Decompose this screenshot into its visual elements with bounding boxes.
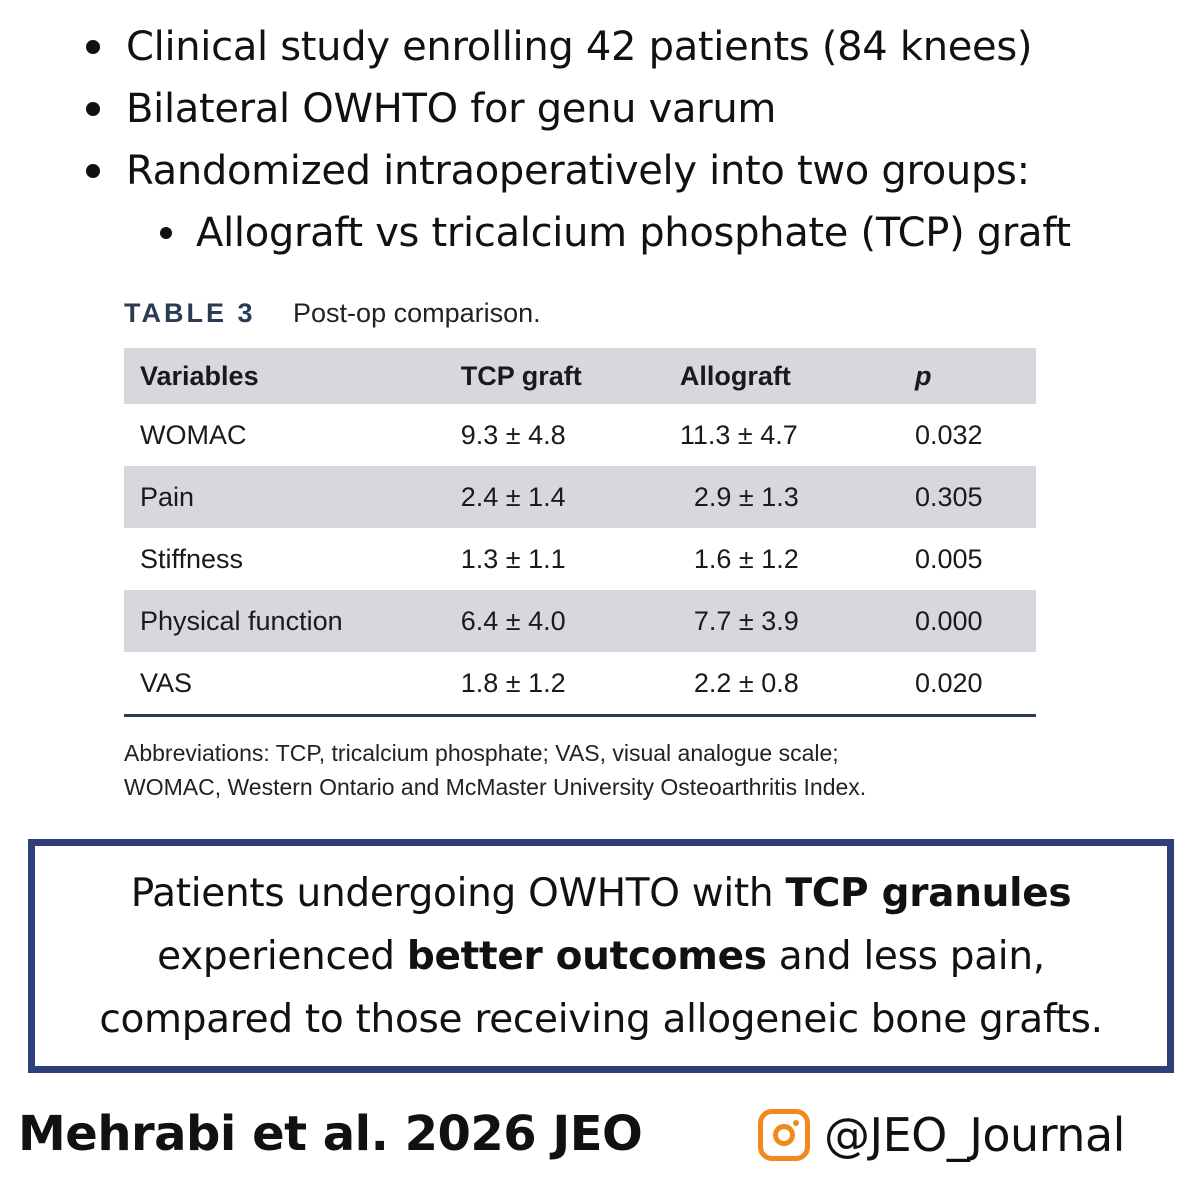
summary-text: compared to those receiving allogeneic bone grafts. (99, 996, 1103, 1042)
social-handle[interactable] (758, 1108, 1125, 1162)
sub-bullet-text: Allograft vs tricalcium phosphate (TCP) graft (196, 210, 1071, 256)
bullet-dot-icon (86, 102, 100, 116)
summary-line (157, 925, 1045, 988)
cell-p: 0.000 (914, 605, 983, 636)
cell-allograft: 7.7 ± 3.9 (693, 605, 799, 636)
cell-tcp: 9.3 ± 4.8 (460, 419, 566, 450)
table-header-row (124, 348, 1036, 404)
cell-p: 0.032 (914, 419, 983, 450)
summary-box (28, 839, 1174, 1073)
comparison-table (124, 348, 1036, 717)
bullet-text: Bilateral OWHTO for genu varum (126, 86, 777, 132)
abbreviations-line: Abbreviations: TCP, tricalcium phosphate; VAS, visual analogue scale; (124, 740, 839, 766)
bullet-text: Randomized intraoperatively into two groups: (126, 148, 1030, 194)
table-label: TABLE 3 (124, 298, 256, 328)
instagram-lens-icon (773, 1124, 795, 1146)
header-p: p (914, 360, 932, 391)
cell-p: 0.005 (914, 543, 983, 574)
summary-text: and less pain, (766, 933, 1045, 979)
bullet-text: Clinical study enrolling 42 patients (84 knees) (126, 24, 1033, 70)
bullet-dot-icon (86, 40, 100, 54)
table-row (124, 466, 1036, 528)
citation: Mehrabi et al. 2026 JEO (18, 1106, 643, 1162)
cell-allograft: 2.9 ± 1.3 (693, 481, 799, 512)
instagram-flash-icon (793, 1120, 799, 1126)
cell-p: 0.020 (914, 667, 983, 698)
cell-tcp: 1.8 ± 1.2 (460, 667, 566, 698)
header-allograft: Allograft (679, 360, 791, 391)
cell-allograft: 2.2 ± 0.8 (693, 667, 799, 698)
cell-p: 0.305 (914, 481, 983, 512)
cell-allograft: 1.6 ± 1.2 (693, 543, 799, 574)
cell-variable: WOMAC (140, 419, 247, 450)
summary-line (131, 862, 1072, 925)
summary-line (99, 988, 1102, 1051)
cell-variable: Pain (140, 481, 195, 512)
cell-allograft: 11.3 ± 4.7 (679, 419, 798, 450)
cell-tcp: 1.3 ± 1.1 (460, 543, 566, 574)
summary-emphasis: better outcomes (406, 933, 767, 979)
cell-tcp: 2.4 ± 1.4 (460, 481, 566, 512)
bullet-item (86, 24, 1032, 70)
cell-tcp: 6.4 ± 4.0 (460, 605, 566, 636)
summary-text: experienced (157, 933, 407, 979)
cell-variable: Physical function (140, 605, 343, 636)
bullet-dot-icon (86, 164, 100, 178)
bullet-item (86, 86, 776, 132)
table-title: Post-op comparison. (293, 298, 541, 328)
table-row (124, 404, 1036, 466)
summary-emphasis: TCP granules (785, 870, 1072, 916)
sub-bullet-item (160, 210, 1071, 256)
bullet-item (86, 148, 1030, 194)
summary-text: Patients undergoing OWHTO with (130, 870, 786, 916)
header-variables: Variables (140, 360, 259, 391)
table-caption (124, 298, 541, 329)
bullet-dot-icon (160, 227, 172, 239)
header-tcp-graft: TCP graft (460, 360, 582, 391)
table-row (124, 652, 1036, 716)
instagram-icon (758, 1109, 810, 1161)
table-row (124, 528, 1036, 590)
table-row (124, 590, 1036, 652)
table-abbreviations (124, 736, 1084, 804)
handle-text: @JEO_Journal (824, 1108, 1125, 1162)
abbreviations-line: WOMAC, Western Ontario and McMaster University Osteoarthritis Index. (124, 774, 867, 800)
cell-variable: VAS (140, 667, 193, 698)
cell-variable: Stiffness (140, 543, 244, 574)
